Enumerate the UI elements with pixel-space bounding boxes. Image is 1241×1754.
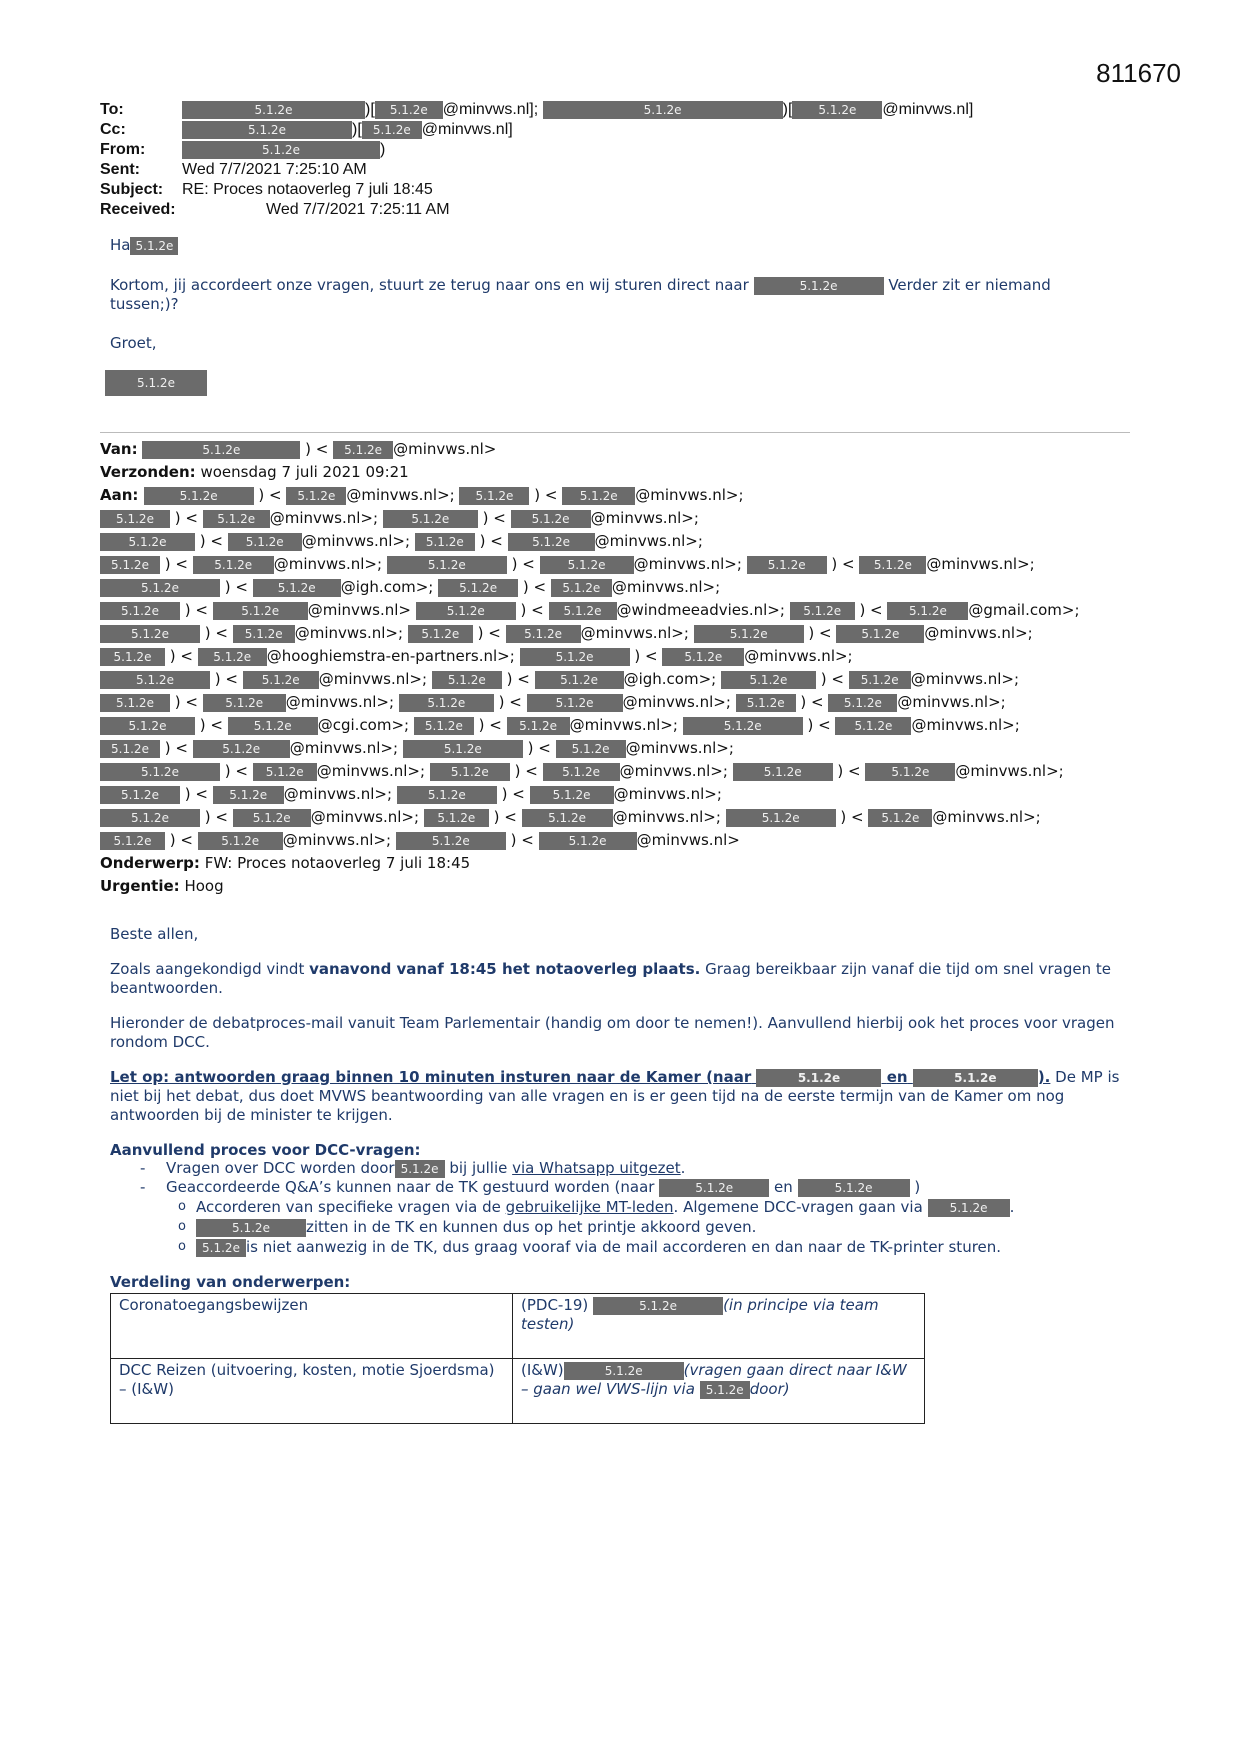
recipient-line: 5.1.2e ) < 5.1.2e @minvws.nl>; 5.1.2e ) < 5.1.2e @minvws.nl>;: [100, 783, 1140, 806]
recipient-domain: @igh.com>;: [623, 670, 721, 688]
to-label: To:: [100, 101, 124, 118]
redaction: 5.1.2e: [403, 740, 523, 758]
redaction: 5.1.2e: [193, 740, 290, 758]
recipient-domain: @minvws.nl>;: [926, 555, 1035, 573]
recipient-domain: @minvws.nl>;: [283, 785, 397, 803]
recipient-list: [100, 484, 1140, 852]
recipient-domain: @hooghiemstra-en-partners.nl>;: [266, 647, 520, 665]
forward-header: [100, 438, 1140, 898]
cc-label: Cc:: [100, 121, 126, 138]
redaction: 5.1.2e: [397, 786, 497, 804]
van-row: Van: 5.1.2e ) < 5.1.2e @minvws.nl>: [100, 440, 497, 458]
redaction: 5.1.2e: [540, 556, 634, 574]
recipient-domain: @minvws.nl>;: [619, 762, 733, 780]
redaction: 5.1.2e: [756, 1069, 881, 1087]
redaction: 5.1.2e: [416, 602, 516, 620]
recipient-domain: @minvws.nl>;: [611, 578, 721, 596]
redaction: 5.1.2e: [100, 671, 210, 689]
recipient-domain: @gmail.com>;: [968, 601, 1080, 619]
redaction: 5.1.2e: [556, 740, 626, 758]
redaction: 5.1.2e: [535, 671, 624, 689]
recipient-domain: @minvws.nl>;: [932, 808, 1041, 826]
redaction: 5.1.2e: [543, 101, 783, 119]
redaction: 5.1.2e: [193, 556, 274, 574]
email-domain: @minvws.nl];: [442, 101, 539, 118]
redaction: 5.1.2e: [747, 556, 827, 574]
redaction: 5.1.2e: [508, 533, 595, 551]
forward-body: [110, 925, 1130, 1424]
recipient-line: 5.1.2e ) < 5.1.2e @minvws.nl>; 5.1.2e ) < 5.1.2e @minvws.nl>; 5.1.2e ) < 5.1.2e @minvws.nl>;: [100, 760, 1140, 783]
redaction: 5.1.2e: [736, 694, 796, 712]
body-greeting: Beste allen,: [110, 925, 199, 943]
dcc-heading: Aanvullend proces voor DCC-vragen:: [110, 1141, 421, 1159]
redaction: 5.1.2e: [511, 510, 591, 528]
redaction: 5.1.2e: [721, 671, 816, 689]
recipient-domain: @minvws.nl>;: [285, 693, 399, 711]
redaction: 5.1.2e: [408, 625, 473, 643]
document-id: 811670: [1096, 58, 1181, 88]
recipient-line: Aan: 5.1.2e ) < 5.1.2e @minvws.nl>; 5.1.2e ) < 5.1.2e @minvws.nl>;: [100, 486, 744, 504]
recipient-line: 5.1.2e ) < 5.1.2e @minvws.nl> 5.1.2e ) < 5.1.2e @windmeeadvies.nl>; 5.1.2e ) < 5.1.2e @gmail.com>;: [100, 599, 1140, 622]
redaction: 5.1.2e: [182, 101, 365, 119]
recipient-domain: @minvws.nl>;: [622, 693, 736, 711]
redaction: 5.1.2e: [228, 533, 302, 551]
redaction: 5.1.2e: [430, 763, 510, 781]
recipient-line: 5.1.2e ) < 5.1.2e @igh.com>; 5.1.2e ) < 5.1.2e @minvws.nl>;: [100, 576, 1140, 599]
redaction: 5.1.2e: [865, 763, 955, 781]
recipient-domain: @minvws.nl>;: [590, 509, 699, 527]
recipient-domain: @minvws.nl>;: [318, 670, 432, 688]
recipient-domain: @minvws.nl>;: [310, 808, 424, 826]
redaction: 5.1.2e: [395, 1160, 445, 1178]
redaction: 5.1.2e: [683, 717, 803, 735]
list-item: o 5.1.2e is niet aanwezig in de TK, dus graag vooraf via de mail accorderen en dan naar de TK-printer sturen.: [178, 1237, 1130, 1257]
recipient-domain: @minvws.nl>;: [744, 647, 853, 665]
received-label: Received:: [100, 201, 176, 218]
recipient-domain: @igh.com>;: [340, 578, 439, 596]
subject-row: [100, 180, 973, 200]
redaction: 5.1.2e: [836, 625, 924, 643]
recipient-domain: @minvws.nl>;: [613, 785, 722, 803]
redaction: 5.1.2e: [564, 1362, 684, 1380]
recipient-domain: @minvws.nl>: [636, 831, 740, 849]
recipient-line: 5.1.2e ) < 5.1.2e @minvws.nl>; 5.1.2e ) < 5.1.2e @minvws.nl>;: [100, 507, 1140, 530]
from-label: From:: [100, 141, 146, 158]
redaction: 5.1.2e: [228, 717, 318, 735]
recipient-line: 5.1.2e ) < 5.1.2e @minvws.nl>; 5.1.2e ) < 5.1.2e @minvws.nl>; 5.1.2e ) < 5.1.2e @minvws.nl>;: [100, 622, 1140, 645]
recipient-domain: @minvws.nl>;: [289, 739, 403, 757]
recipient-domain: @minvws.nl>: [307, 601, 416, 619]
list-item: - Geaccordeerde Q&A’s kunnen naar de TK gestuurd worden (naar 5.1.2e en 5.1.2e ): [140, 1178, 1130, 1197]
redaction: 5.1.2e: [798, 1179, 910, 1197]
reply-line: Kortom, jij accordeert onze vragen, stuurt ze terug naar ons en wij sturen direct naar 5.1.2e Verder zit er niemand tussen;)?: [110, 276, 1051, 313]
recipient-domain: @minvws.nl>;: [635, 486, 744, 504]
sent-label: Sent:: [100, 161, 140, 178]
redaction: 5.1.2e: [100, 556, 160, 574]
redaction: 5.1.2e: [100, 625, 200, 643]
redaction: 5.1.2e: [726, 809, 836, 827]
redaction: 5.1.2e: [928, 1199, 1010, 1217]
redaction: 5.1.2e: [196, 1239, 246, 1257]
redaction: 5.1.2e: [539, 832, 637, 850]
recipient-domain: @minvws.nl>;: [580, 624, 694, 642]
redaction: 5.1.2e: [100, 763, 220, 781]
verzonden-row: Verzonden: woensdag 7 juli 2021 09:21: [100, 463, 409, 481]
redaction: 5.1.2e: [233, 809, 311, 827]
redaction: 5.1.2e: [506, 625, 581, 643]
table-cell: (I&W) 5.1.2e (vragen gaan direct naar I&W – gaan wel VWS-lijn via 5.1.2e door): [513, 1359, 925, 1424]
recipient-domain: @minvws.nl>;: [955, 762, 1064, 780]
redaction: 5.1.2e: [105, 370, 207, 396]
from-row: From: 5.1.2e ): [100, 141, 386, 158]
redaction: 5.1.2e: [522, 809, 613, 827]
redaction: 5.1.2e: [792, 101, 882, 119]
list-item: - Vragen over DCC worden door 5.1.2e bij jullie via Whatsapp uitgezet.: [140, 1159, 1130, 1178]
table-cell: DCC Reizen (uitvoering, kosten, motie Sjoerdsma) – (I&W): [111, 1359, 513, 1424]
redaction: 5.1.2e: [424, 809, 489, 827]
redaction: 5.1.2e: [286, 487, 346, 505]
recipient-domain: @minvws.nl>;: [911, 716, 1020, 734]
aan-label: Aan:: [100, 486, 144, 504]
received-row: [100, 200, 973, 220]
redaction: 5.1.2e: [333, 441, 393, 459]
recipient-domain: @minvws.nl>;: [269, 509, 383, 527]
recipient-line: 5.1.2e ) < 5.1.2e @minvws.nl>; 5.1.2e ) < 5.1.2e @minvws.nl>; 5.1.2e ) < 5.1.2e @minvws.nl>;: [100, 553, 1140, 576]
recipient-domain: @windmeeadvies.nl>;: [616, 601, 790, 619]
table-cell: (PDC-19) 5.1.2e (in principe via team testen): [513, 1294, 925, 1359]
recipient-domain: @minvws.nl>;: [924, 624, 1033, 642]
redaction: 5.1.2e: [659, 1179, 769, 1197]
list-item: o 5.1.2e zitten in de TK en kunnen dus op het printje akkoord geven.: [178, 1217, 1130, 1237]
redaction: 5.1.2e: [551, 579, 612, 597]
redaction: 5.1.2e: [520, 648, 630, 666]
recipient-line: 5.1.2e ) < 5.1.2e @minvws.nl>; 5.1.2e ) < 5.1.2e @minvws.nl>;: [100, 530, 1140, 553]
redaction: 5.1.2e: [438, 579, 518, 597]
redaction: 5.1.2e: [100, 832, 165, 850]
redaction: 5.1.2e: [543, 763, 620, 781]
redaction: 5.1.2e: [530, 786, 614, 804]
redaction: 5.1.2e: [100, 694, 170, 712]
redaction: 5.1.2e: [100, 602, 180, 620]
redaction: 5.1.2e: [662, 648, 744, 666]
received-value: Wed 7/7/2021 7:25:11 AM: [266, 201, 450, 218]
redaction: 5.1.2e: [130, 237, 178, 255]
list-item: o Accorderen van specifieke vragen via de gebruikelijke MT-leden. Algemene DCC-vragen gaan via 5.1.2e .: [178, 1197, 1130, 1217]
subject-value: RE: Proces notaoverleg 7 juli 18:45: [182, 181, 433, 198]
recipient-domain: @minvws.nl>;: [273, 555, 387, 573]
redaction: 5.1.2e: [182, 141, 380, 159]
redaction: 5.1.2e: [414, 717, 474, 735]
redaction: 5.1.2e: [733, 763, 833, 781]
redaction: 5.1.2e: [694, 625, 804, 643]
redaction: 5.1.2e: [100, 717, 195, 735]
email-header: [100, 100, 973, 220]
recipient-domain: @minvws.nl>;: [294, 624, 408, 642]
redaction: 5.1.2e: [849, 671, 911, 689]
redaction: 5.1.2e: [100, 809, 200, 827]
to-row: To: 5.1.2e )[ 5.1.2e @minvws.nl]; 5.1.2e )[ 5.1.2e @minvws.nl]: [100, 101, 974, 118]
redaction: 5.1.2e: [835, 717, 911, 735]
body-paragraph-2: Hieronder de debatproces-mail vanuit Team Parlementair (handig om door te nemen!). Aanvullend hierbij ook het proces voor vragen rondom DCC.: [110, 1014, 1115, 1051]
redaction: 5.1.2e: [198, 832, 283, 850]
redaction: 5.1.2e: [700, 1381, 750, 1399]
redaction: 5.1.2e: [203, 510, 270, 528]
redaction: 5.1.2e: [507, 717, 570, 735]
redaction: 5.1.2e: [387, 556, 507, 574]
recipient-line: 5.1.2e ) < 5.1.2e @minvws.nl>; 5.1.2e ) < 5.1.2e @minvws.nl>: [100, 829, 1140, 852]
redaction: 5.1.2e: [100, 740, 160, 758]
distribution-table: [110, 1293, 925, 1424]
email-domain: @minvws.nl]: [421, 121, 513, 138]
redaction: 5.1.2e: [790, 602, 855, 620]
recipient-line: 5.1.2e ) < 5.1.2e @minvws.nl>; 5.1.2e ) < 5.1.2e @igh.com>; 5.1.2e ) < 5.1.2e @minvws.nl>;: [100, 668, 1140, 691]
recipient-line: 5.1.2e ) < 5.1.2e @minvws.nl>; 5.1.2e ) < 5.1.2e @minvws.nl>;: [100, 737, 1140, 760]
redaction: 5.1.2e: [527, 694, 623, 712]
redaction: 5.1.2e: [868, 809, 932, 827]
redaction: 5.1.2e: [100, 579, 220, 597]
body-paragraph-1: Zoals aangekondigd vindt vanavond vanaf 18:45 het notaoverleg plaats. Graag bereikbaar zijn vanaf die tijd om snel vragen te beantwoorden.: [110, 960, 1111, 997]
redaction: 5.1.2e: [100, 786, 180, 804]
redaction: 5.1.2e: [142, 441, 300, 459]
redaction: 5.1.2e: [100, 648, 165, 666]
table-cell: Coronatoegangsbewijzen: [111, 1294, 513, 1359]
recipient-line: 5.1.2e ) < 5.1.2e @cgi.com>; 5.1.2e ) < 5.1.2e @minvws.nl>; 5.1.2e ) < 5.1.2e @minvws.nl>;: [100, 714, 1140, 737]
whatsapp-link[interactable]: via Whatsapp uitgezet: [512, 1159, 681, 1177]
recipient-domain: @minvws.nl>;: [625, 739, 734, 757]
redaction: 5.1.2e: [754, 277, 884, 295]
recipient-line: 5.1.2e ) < 5.1.2e @minvws.nl>; 5.1.2e ) < 5.1.2e @minvws.nl>; 5.1.2e ) < 5.1.2e @minvws.nl>;: [100, 691, 1140, 714]
redaction: 5.1.2e: [399, 694, 494, 712]
redaction: 5.1.2e: [562, 487, 635, 505]
redaction: 5.1.2e: [913, 1069, 1038, 1087]
redaction: 5.1.2e: [887, 602, 968, 620]
recipient-domain: @cgi.com>;: [317, 716, 414, 734]
recipient-domain: @minvws.nl>;: [282, 831, 396, 849]
redaction: 5.1.2e: [253, 579, 341, 597]
recipient-domain: @minvws.nl>;: [897, 693, 1006, 711]
redaction: 5.1.2e: [432, 671, 502, 689]
redaction: 5.1.2e: [100, 533, 195, 551]
cc-row: Cc: 5.1.2e )[ 5.1.2e @minvws.nl]: [100, 121, 513, 138]
verdeling-heading: Verdeling van onderwerpen:: [110, 1273, 351, 1291]
email-domain: @minvws.nl]: [882, 101, 974, 118]
recipient-domain: @minvws.nl>;: [594, 532, 703, 550]
table-row: [111, 1359, 925, 1424]
redaction: 5.1.2e: [459, 487, 529, 505]
redaction: 5.1.2e: [144, 487, 254, 505]
redaction: 5.1.2e: [383, 510, 478, 528]
recipient-line: 5.1.2e ) < 5.1.2e @minvws.nl>; 5.1.2e ) < 5.1.2e @minvws.nl>; 5.1.2e ) < 5.1.2e @minvws.nl>;: [100, 806, 1140, 829]
mt-leden-link[interactable]: gebruikelijke MT-leden: [505, 1198, 674, 1216]
redaction: 5.1.2e: [859, 556, 926, 574]
reply-greeting: Ha 5.1.2e: [110, 236, 1120, 255]
recipient-domain: @minvws.nl>;: [612, 808, 726, 826]
redaction: 5.1.2e: [213, 602, 308, 620]
recipient-domain: @minvws.nl>;: [910, 670, 1019, 688]
recipient-line: 5.1.2e ) < 5.1.2e @hooghiemstra-en-partners.nl>; 5.1.2e ) < 5.1.2e @minvws.nl>;: [100, 645, 1140, 668]
recipient-domain: @minvws.nl>;: [346, 486, 460, 504]
sent-value: Wed 7/7/2021 7:25:10 AM: [182, 161, 367, 178]
redaction: 5.1.2e: [549, 602, 617, 620]
sent-row: [100, 160, 973, 180]
urgentie-row: Urgentie: Hoog: [100, 877, 224, 895]
redaction: 5.1.2e: [415, 533, 475, 551]
redaction: 5.1.2e: [182, 121, 352, 139]
redaction: 5.1.2e: [243, 671, 319, 689]
dcc-sublist: [110, 1197, 1130, 1257]
recipient-domain: @minvws.nl>;: [301, 532, 415, 550]
redaction: 5.1.2e: [375, 101, 443, 119]
subject-label: Subject:: [100, 181, 164, 198]
redaction: 5.1.2e: [203, 694, 286, 712]
redaction: 5.1.2e: [828, 694, 897, 712]
redaction: 5.1.2e: [196, 1219, 306, 1237]
redaction: 5.1.2e: [253, 763, 317, 781]
redaction: 5.1.2e: [362, 121, 422, 139]
redaction: 5.1.2e: [593, 1297, 723, 1315]
body-paragraph-3: Let op: antwoorden graag binnen 10 minuten insturen naar de Kamer (naar 5.1.2e en 5.1.2e ). De MP is niet bij het debat, dus doet MVWS beantwoording van alle vragen en is er geen tijd na de eerste termijn van de Kamer om nog antwoorden bij de minister te krijgen.: [110, 1068, 1120, 1124]
recipient-domain: @minvws.nl>;: [569, 716, 683, 734]
redaction: 5.1.2e: [233, 625, 295, 643]
table-row: [111, 1294, 925, 1359]
redaction: 5.1.2e: [396, 832, 506, 850]
redaction: 5.1.2e: [198, 648, 267, 666]
recipient-domain: @minvws.nl>;: [633, 555, 747, 573]
signature: [105, 370, 207, 396]
redaction: 5.1.2e: [213, 786, 284, 804]
recipient-domain: @minvws.nl>;: [316, 762, 430, 780]
divider: [100, 432, 1130, 433]
reply-closing: Groet,: [110, 334, 157, 352]
redaction: 5.1.2e: [100, 510, 170, 528]
dcc-list: [110, 1159, 1130, 1197]
onderwerp-row: Onderwerp: FW: Proces notaoverleg 7 juli 18:45: [100, 854, 471, 872]
